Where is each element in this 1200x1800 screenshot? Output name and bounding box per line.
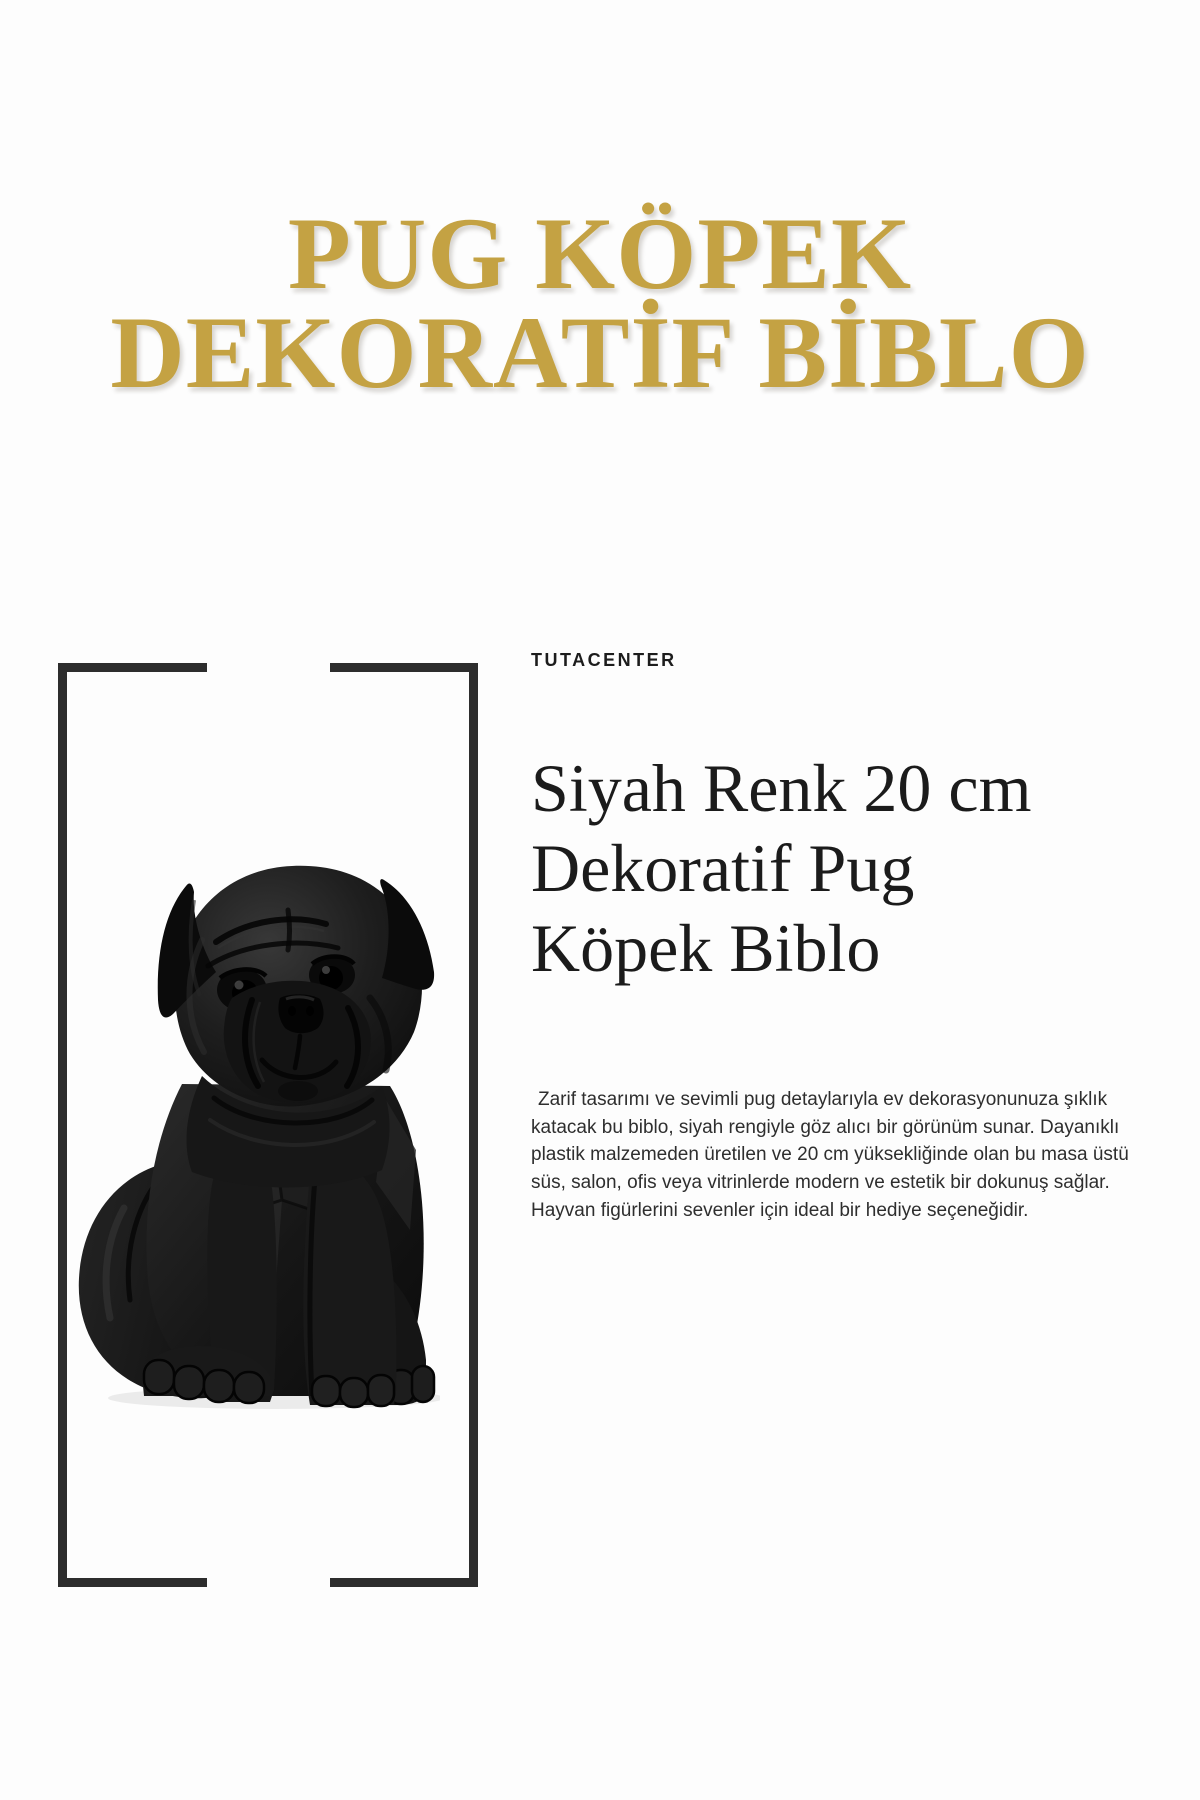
frame-bottom-right-segment <box>330 1578 478 1587</box>
pug-muzzle <box>224 981 371 1103</box>
poster-title-line1: PUG KÖPEK <box>287 197 913 311</box>
pug-figurine-photo <box>64 848 440 1416</box>
product-heading-line2: Dekoratif Pug <box>531 830 915 906</box>
product-heading-line1: Siyah Renk 20 cm <box>531 750 1032 826</box>
poster-title-line2: DEKORATİF BİBLO <box>110 296 1090 410</box>
product-heading-line3: Köpek Biblo <box>531 910 881 986</box>
product-description: Zarif tasarımı ve sevimli pug detaylarıyla ev dekorasyonunuza şıklık katacak bu biblo, siyah rengiyle göz alıcı bir görünüm sunar. Dayanıklı plastik malzemeden üretilen ve 20 cm yüksekliğinde olan bu masa üstü süs, salon, ofis veya vitrinlerde modern ve estetik bir dokunuş sağlar. Hayvan figürlerini sevenler için ideal bir hediye seçeneğidir. <box>531 1089 1129 1221</box>
product-heading <box>531 748 1171 988</box>
frame-top-left-segment <box>58 663 207 672</box>
pug-body <box>79 1076 434 1407</box>
frame-right-bar <box>469 663 478 1587</box>
poster-title <box>0 197 1200 410</box>
frame-top-right-segment <box>330 663 478 672</box>
brand-name: TUTACENTER <box>531 650 677 670</box>
pug-head <box>158 866 434 1107</box>
frame-bottom-left-segment <box>58 1578 207 1587</box>
pug-nose <box>278 994 323 1033</box>
